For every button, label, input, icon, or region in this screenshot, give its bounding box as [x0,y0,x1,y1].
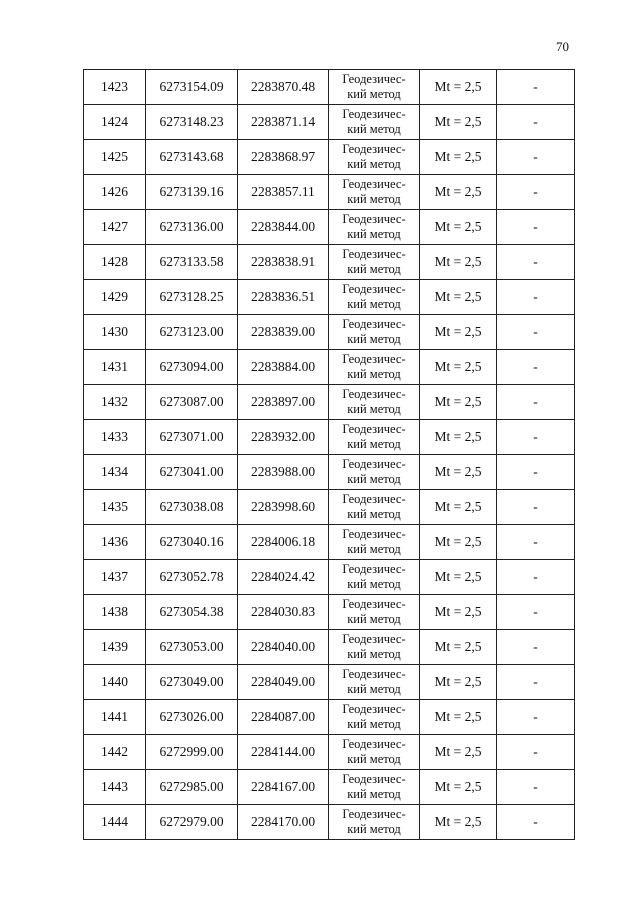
dash-cell: - [497,140,575,175]
table-row [84,735,575,770]
method-line-1: Геодезичес- [342,142,406,156]
method-line-2: кий метод [347,367,401,381]
method-line-2: кий метод [347,612,401,626]
dash-cell: - [497,770,575,805]
y-coordinate-cell: 2283836.51 [238,280,329,315]
x-coordinate-cell: 6273123.00 [146,315,238,350]
table-row [84,315,575,350]
method-line-2: кий метод [347,542,401,556]
method-cell [329,140,420,175]
y-coordinate-cell: 2283839.00 [238,315,329,350]
point-number-cell: 1431 [84,350,146,385]
method-line-1: Геодезичес- [342,177,406,191]
method-line-1: Геодезичес- [342,107,406,121]
x-coordinate-cell: 6273052.78 [146,560,238,595]
point-number-cell: 1437 [84,560,146,595]
dash-cell: - [497,630,575,665]
method-line-1: Геодезичес- [342,702,406,716]
x-coordinate-cell: 6272999.00 [146,735,238,770]
y-coordinate-cell: 2283844.00 [238,210,329,245]
x-coordinate-cell: 6273071.00 [146,420,238,455]
accuracy-cell: Mt = 2,5 [420,350,497,385]
method-line-1: Геодезичес- [342,457,406,471]
x-coordinate-cell: 6273041.00 [146,455,238,490]
method-line-1: Геодезичес- [342,72,406,86]
method-cell [329,420,420,455]
method-line-2: кий метод [347,752,401,766]
dash-cell: - [497,490,575,525]
dash-cell: - [497,350,575,385]
y-coordinate-cell: 2284087.00 [238,700,329,735]
y-coordinate-cell: 2284006.18 [238,525,329,560]
dash-cell: - [497,105,575,140]
dash-cell: - [497,315,575,350]
method-cell [329,105,420,140]
method-line-1: Геодезичес- [342,212,406,226]
dash-cell: - [497,665,575,700]
method-line-2: кий метод [347,787,401,801]
table-row [84,560,575,595]
method-line-1: Геодезичес- [342,422,406,436]
dash-cell: - [497,210,575,245]
accuracy-cell: Mt = 2,5 [420,70,497,105]
method-line-2: кий метод [347,577,401,591]
method-line-2: кий метод [347,437,401,451]
method-line-1: Геодезичес- [342,352,406,366]
table-row [84,385,575,420]
x-coordinate-cell: 6273049.00 [146,665,238,700]
dash-cell: - [497,700,575,735]
method-cell [329,770,420,805]
method-line-2: кий метод [347,402,401,416]
table-row [84,490,575,525]
method-cell [329,735,420,770]
accuracy-cell: Mt = 2,5 [420,560,497,595]
method-line-2: кий метод [347,192,401,206]
method-cell [329,665,420,700]
y-coordinate-cell: 2284049.00 [238,665,329,700]
coordinates-table-body [84,70,575,840]
table-row [84,210,575,245]
point-number-cell: 1432 [84,385,146,420]
point-number-cell: 1436 [84,525,146,560]
y-coordinate-cell: 2283871.14 [238,105,329,140]
dash-cell: - [497,70,575,105]
method-line-1: Геодезичес- [342,772,406,786]
method-cell [329,560,420,595]
table-row [84,525,575,560]
accuracy-cell: Mt = 2,5 [420,105,497,140]
x-coordinate-cell: 6273148.23 [146,105,238,140]
table-row [84,665,575,700]
accuracy-cell: Mt = 2,5 [420,175,497,210]
dash-cell: - [497,175,575,210]
x-coordinate-cell: 6273136.00 [146,210,238,245]
y-coordinate-cell: 2284144.00 [238,735,329,770]
y-coordinate-cell: 2283932.00 [238,420,329,455]
table-row [84,175,575,210]
method-cell [329,490,420,525]
x-coordinate-cell: 6273128.25 [146,280,238,315]
x-coordinate-cell: 6273054.38 [146,595,238,630]
table-row [84,105,575,140]
method-line-1: Геодезичес- [342,737,406,751]
method-line-2: кий метод [347,332,401,346]
method-cell [329,280,420,315]
coordinates-table [83,69,575,840]
method-line-2: кий метод [347,472,401,486]
method-line-1: Геодезичес- [342,632,406,646]
point-number-cell: 1425 [84,140,146,175]
method-line-2: кий метод [347,157,401,171]
x-coordinate-cell: 6273133.58 [146,245,238,280]
dash-cell: - [497,560,575,595]
y-coordinate-cell: 2283998.60 [238,490,329,525]
method-line-2: кий метод [347,822,401,836]
method-cell [329,630,420,665]
method-line-2: кий метод [347,647,401,661]
method-line-2: кий метод [347,87,401,101]
x-coordinate-cell: 6273139.16 [146,175,238,210]
method-cell [329,595,420,630]
x-coordinate-cell: 6273094.00 [146,350,238,385]
method-cell [329,455,420,490]
point-number-cell: 1438 [84,595,146,630]
y-coordinate-cell: 2284030.83 [238,595,329,630]
point-number-cell: 1439 [84,630,146,665]
y-coordinate-cell: 2283838.91 [238,245,329,280]
accuracy-cell: Mt = 2,5 [420,140,497,175]
y-coordinate-cell: 2284167.00 [238,770,329,805]
method-line-1: Геодезичес- [342,317,406,331]
x-coordinate-cell: 6273053.00 [146,630,238,665]
y-coordinate-cell: 2283884.00 [238,350,329,385]
x-coordinate-cell: 6273154.09 [146,70,238,105]
accuracy-cell: Mt = 2,5 [420,385,497,420]
accuracy-cell: Mt = 2,5 [420,805,497,840]
accuracy-cell: Mt = 2,5 [420,595,497,630]
point-number-cell: 1440 [84,665,146,700]
y-coordinate-cell: 2284024.42 [238,560,329,595]
y-coordinate-cell: 2283870.48 [238,70,329,105]
accuracy-cell: Mt = 2,5 [420,420,497,455]
dash-cell: - [497,525,575,560]
point-number-cell: 1424 [84,105,146,140]
accuracy-cell: Mt = 2,5 [420,210,497,245]
point-number-cell: 1435 [84,490,146,525]
point-number-cell: 1423 [84,70,146,105]
method-line-2: кий метод [347,227,401,241]
table-row [84,630,575,665]
method-cell [329,805,420,840]
table-row [84,350,575,385]
x-coordinate-cell: 6273143.68 [146,140,238,175]
accuracy-cell: Mt = 2,5 [420,280,497,315]
point-number-cell: 1443 [84,770,146,805]
accuracy-cell: Mt = 2,5 [420,525,497,560]
method-cell [329,385,420,420]
method-cell [329,210,420,245]
method-line-1: Геодезичес- [342,247,406,261]
table-row [84,455,575,490]
accuracy-cell: Mt = 2,5 [420,630,497,665]
table-row [84,140,575,175]
method-cell [329,175,420,210]
method-line-2: кий метод [347,507,401,521]
dash-cell: - [497,805,575,840]
method-line-2: кий метод [347,262,401,276]
point-number-cell: 1427 [84,210,146,245]
page-number: 70 [556,39,569,54]
dash-cell: - [497,420,575,455]
dash-cell: - [497,245,575,280]
point-number-cell: 1428 [84,245,146,280]
dash-cell: - [497,455,575,490]
y-coordinate-cell: 2284170.00 [238,805,329,840]
table-row [84,280,575,315]
method-cell [329,245,420,280]
method-cell [329,70,420,105]
accuracy-cell: Mt = 2,5 [420,315,497,350]
method-line-1: Геодезичес- [342,667,406,681]
x-coordinate-cell: 6272979.00 [146,805,238,840]
accuracy-cell: Mt = 2,5 [420,490,497,525]
accuracy-cell: Mt = 2,5 [420,245,497,280]
method-line-1: Геодезичес- [342,807,406,821]
x-coordinate-cell: 6272985.00 [146,770,238,805]
table-row [84,770,575,805]
method-line-1: Геодезичес- [342,597,406,611]
accuracy-cell: Mt = 2,5 [420,735,497,770]
method-line-1: Геодезичес- [342,492,406,506]
method-line-1: Геодезичес- [342,562,406,576]
point-number-cell: 1429 [84,280,146,315]
method-cell [329,700,420,735]
method-line-2: кий метод [347,122,401,136]
y-coordinate-cell: 2284040.00 [238,630,329,665]
dash-cell: - [497,385,575,420]
table-row [84,595,575,630]
accuracy-cell: Mt = 2,5 [420,700,497,735]
method-line-1: Геодезичес- [342,282,406,296]
x-coordinate-cell: 6273087.00 [146,385,238,420]
point-number-cell: 1442 [84,735,146,770]
table-row [84,805,575,840]
point-number-cell: 1434 [84,455,146,490]
x-coordinate-cell: 6273040.16 [146,525,238,560]
method-cell [329,315,420,350]
point-number-cell: 1444 [84,805,146,840]
method-line-2: кий метод [347,682,401,696]
y-coordinate-cell: 2283897.00 [238,385,329,420]
dash-cell: - [497,735,575,770]
table-row [84,700,575,735]
table-row [84,245,575,280]
x-coordinate-cell: 6273026.00 [146,700,238,735]
point-number-cell: 1430 [84,315,146,350]
accuracy-cell: Mt = 2,5 [420,770,497,805]
method-cell [329,525,420,560]
method-line-1: Геодезичес- [342,387,406,401]
method-cell [329,350,420,385]
x-coordinate-cell: 6273038.08 [146,490,238,525]
method-line-1: Геодезичес- [342,527,406,541]
y-coordinate-cell: 2283857.11 [238,175,329,210]
point-number-cell: 1441 [84,700,146,735]
y-coordinate-cell: 2283988.00 [238,455,329,490]
y-coordinate-cell: 2283868.97 [238,140,329,175]
dash-cell: - [497,595,575,630]
method-line-2: кий метод [347,297,401,311]
point-number-cell: 1426 [84,175,146,210]
dash-cell: - [497,280,575,315]
accuracy-cell: Mt = 2,5 [420,665,497,700]
table-row [84,420,575,455]
table-row [84,70,575,105]
point-number-cell: 1433 [84,420,146,455]
accuracy-cell: Mt = 2,5 [420,455,497,490]
method-line-2: кий метод [347,717,401,731]
